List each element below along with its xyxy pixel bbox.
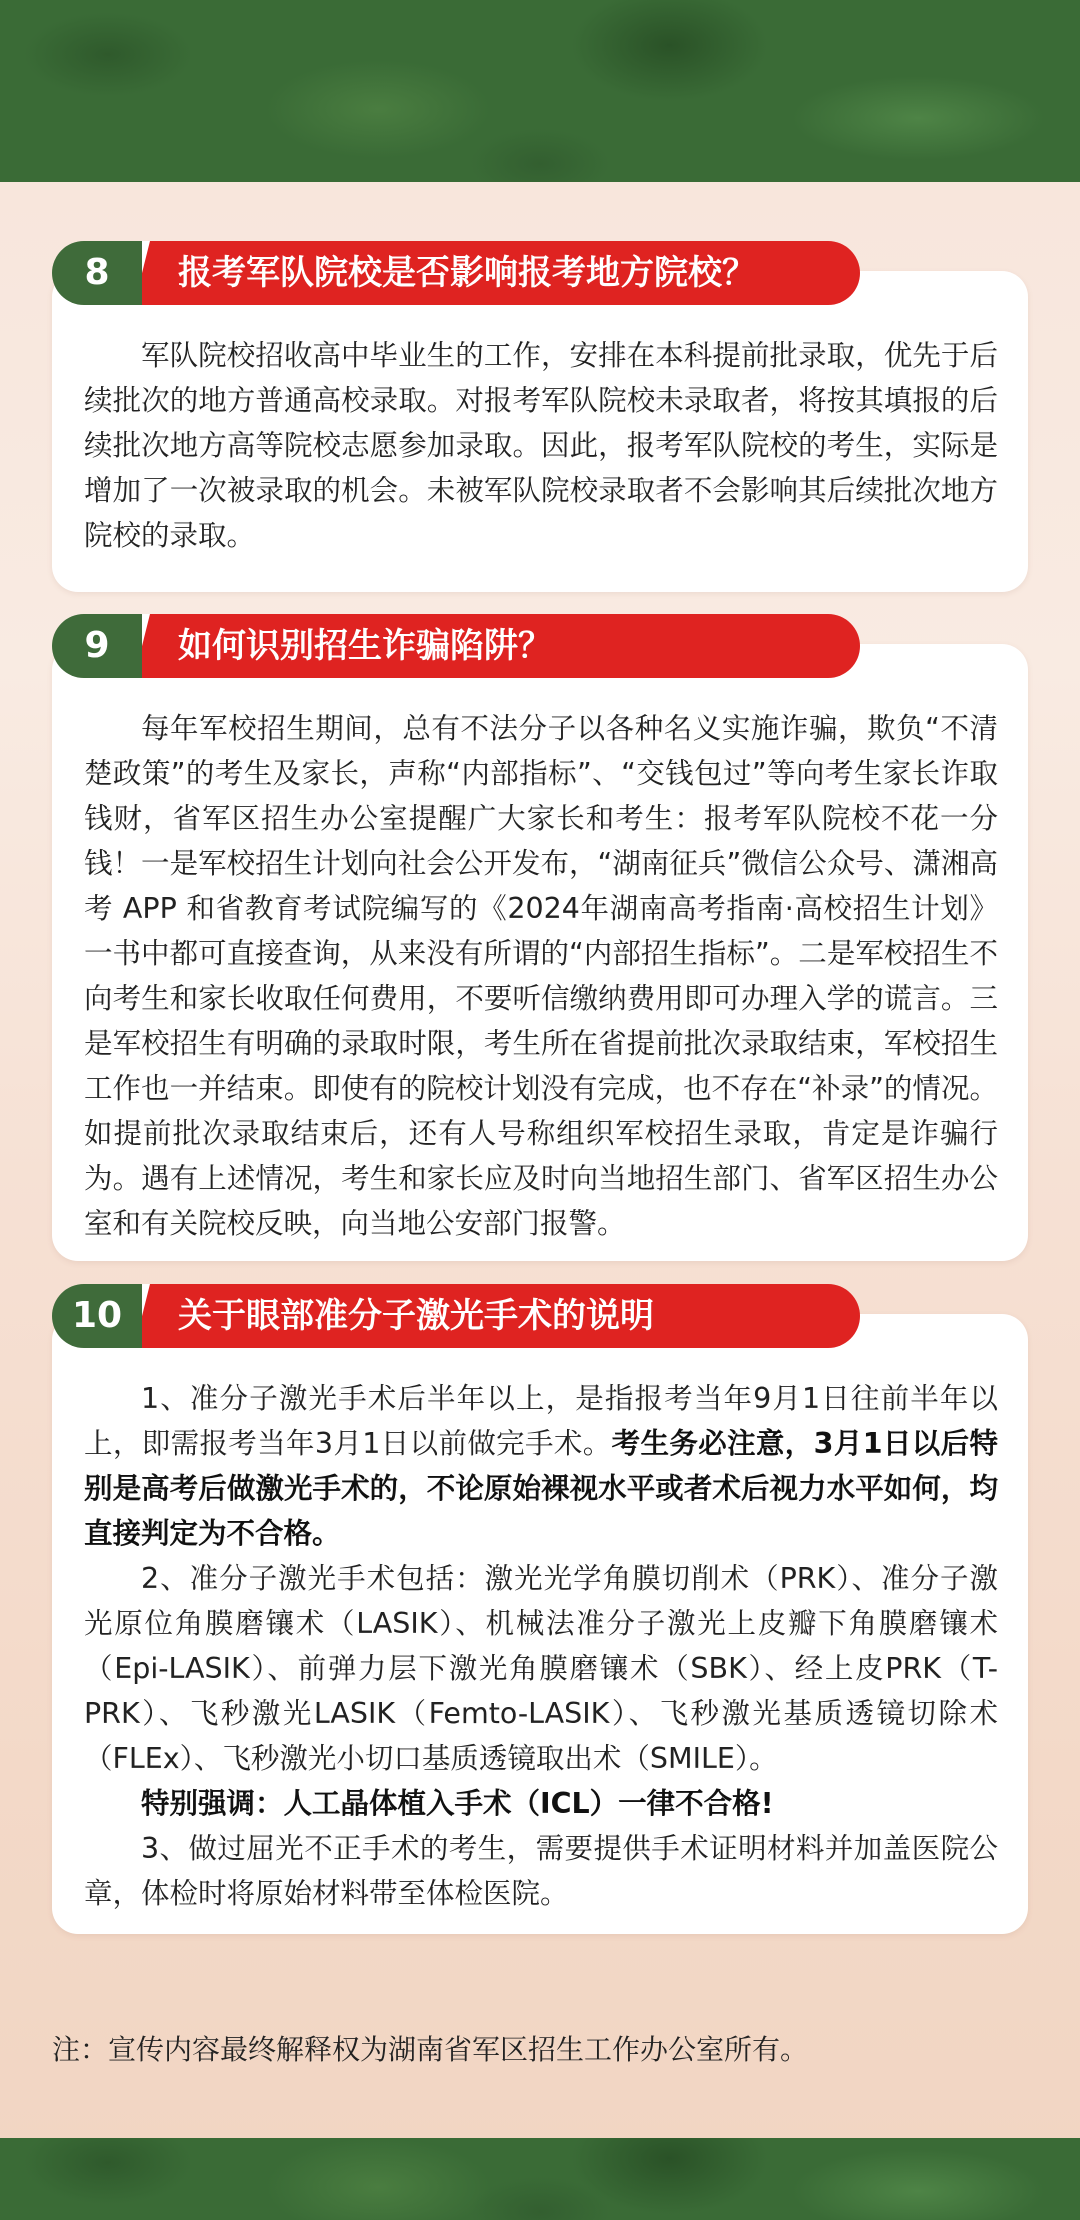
section-9-number: 9 (52, 614, 142, 678)
section-10-paragraph-1 (84, 1376, 998, 1556)
section-10-body (84, 1376, 998, 1916)
section-10-title: 关于眼部准分子激光手术的说明 (178, 1296, 654, 1336)
section-10 (52, 1284, 1028, 1934)
section-9-paragraph: 每年军校招生期间，总有不法分子以各种名义实施诈骗，欺负“不清楚政策”的考生及家长，声称“内部指标”、“交钱包过”等向考生家长诈取钱财，省军区招生办公室提醒广大家长和考生：报考军队院校不花一分钱！一是军校招生计划向社会公开发布，“湖南征兵”微信公众号、潇湘高考 APP 和省教育考试院编写的《2024年湖南高考指南·高校招生计划》一书中都可直接查询，从来没有所谓的“内部招生指标”。二是军校招生不向考生和家长收取任何费用，不要听信缴纳费用即可办理入学的谎言。三是军校招生有明确的录取时限，考生所在省提前批次录取结束，军校招生工作也一并结束。即使有的院校计划没有完成，也不存在“补录”的情况。如提前批次录取结束后，还有人号称组织军校招生录取，肯定是诈骗行为。遇有上述情况，考生和家长应及时向当地招生部门、省军区招生办公室和有关院校反映，向当地公安部门报警。 (84, 712, 998, 1240)
section-8-title: 报考军队院校是否影响报考地方院校？ (178, 253, 756, 293)
section-10-p1-normal: 1、准分子激光手术后半年以上，是指报考当年9月1日往前半年以上，即需报考当年3月1日以前做完手术。 (84, 1382, 998, 1460)
section-9 (52, 614, 1028, 1261)
section-9-title-bar (136, 614, 860, 678)
section-10-p1-warning: 考生务必注意，3月1日以后特别是高考后做激光手术的，不论原始裸视水平或者术后视力水平如何，均直接判定为不合格。 (84, 1427, 998, 1550)
section-8-body (84, 333, 998, 558)
section-9-body (84, 706, 998, 1246)
section-10-emphasis: 特别强调：人工晶体植入手术（ICL）一律不合格! (141, 1787, 774, 1820)
section-8-title-bar (136, 241, 860, 305)
section-9-title: 如何识别招生诈骗陷阱？ (178, 626, 552, 666)
section-10-title-bar (136, 1284, 860, 1348)
section-8-number: 8 (52, 241, 142, 305)
section-10-paragraph-4: 3、做过屈光不正手术的考生，需要提供手术证明材料并加盖医院公章，体检时将原始材料带至体检医院。 (84, 1832, 998, 1910)
section-10-number: 10 (52, 1284, 142, 1348)
section-8-paragraph: 军队院校招收高中毕业生的工作，安排在本科提前批录取，优先于后续批次的地方普通高校录取。对报考军队院校未录取者，将按其填报的后续批次地方高等院校志愿参加录取。因此，报考军队院校的考生，实际是增加了一次被录取的机会。未被军队院校录取者不会影响其后续批次地方院校的录取。 (84, 339, 998, 552)
section-10-paragraph-2: 2、准分子激光手术包括：激光光学角膜切削术（PRK）、准分子激光原位角膜磨镶术（LASIK）、机械法准分子激光上皮瓣下角膜磨镶术（Epi-LASIK）、前弹力层下激光角膜磨镶术（SBK）、经上皮PRK（T-PRK）、飞秒激光LASIK（Femto-LASIK）、飞秒激光基质透镜切除术（FLEx）、飞秒激光小切口基质透镜取出术（SMILE）。 (84, 1562, 998, 1775)
camouflage-header-band (0, 0, 1080, 182)
section-8 (52, 241, 1028, 592)
footer-note: 注：宣传内容最终解释权为湖南省军区招生工作办公室所有。 (52, 2033, 809, 2066)
camouflage-footer-band (0, 2138, 1080, 2220)
section-10-paragraph-3 (84, 1781, 998, 1826)
